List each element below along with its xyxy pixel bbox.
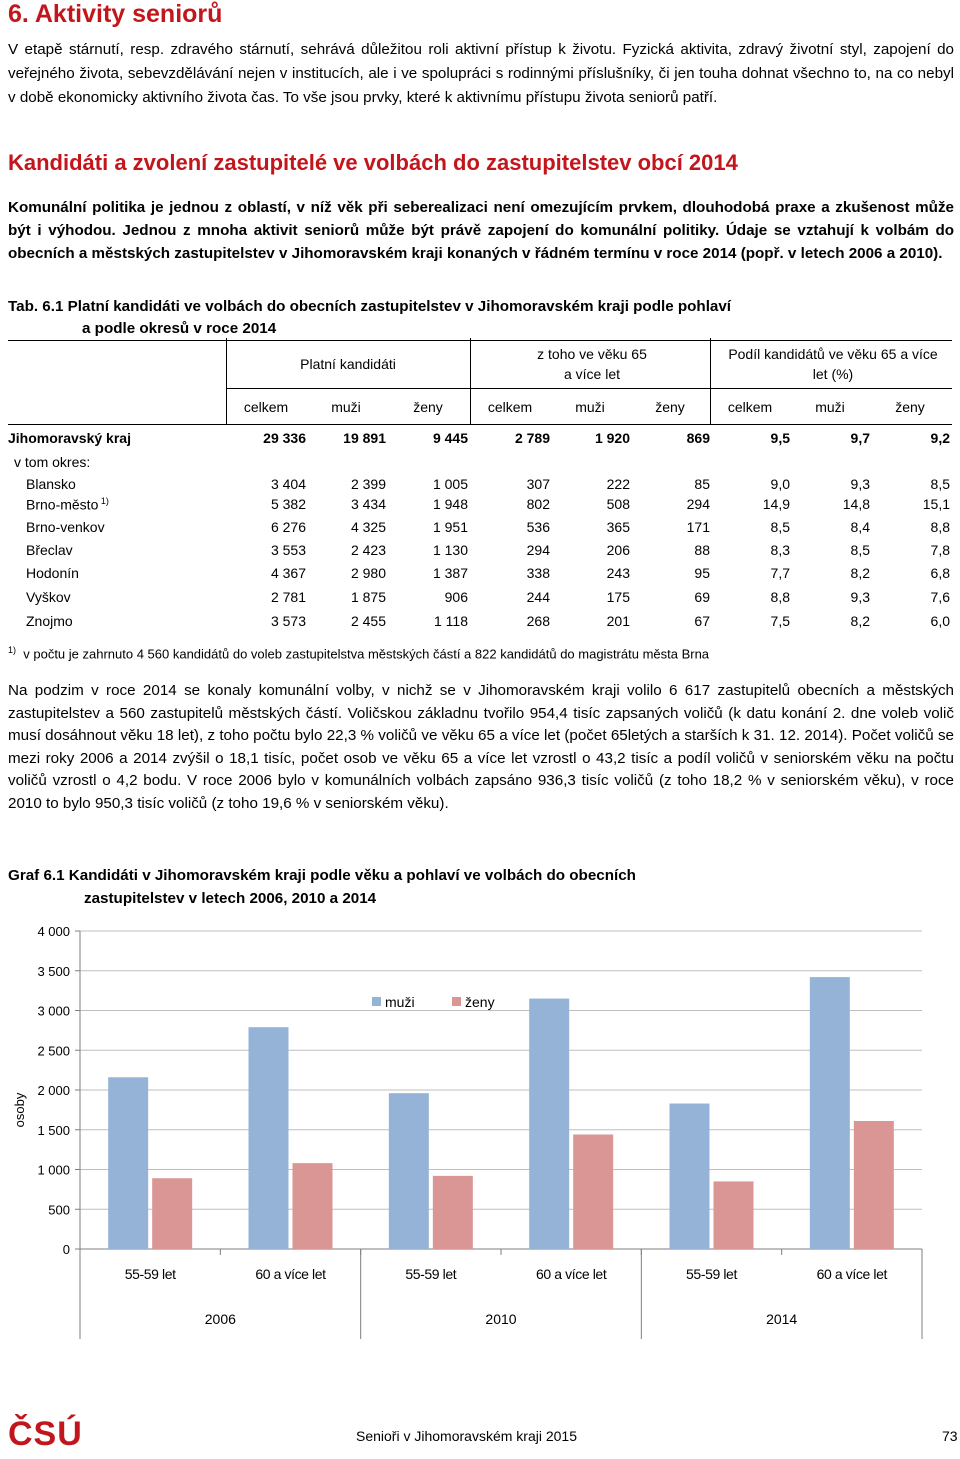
table-cell: 243: [606, 565, 630, 581]
table-footnote: [8, 645, 709, 661]
x-group-label: 2006: [204, 1311, 236, 1327]
table-head-rule: [8, 424, 952, 425]
column-header: celkem: [487, 399, 533, 415]
table-cell: 8,8: [770, 589, 790, 605]
table-cell: 9,0: [770, 476, 790, 492]
column-header: ženy: [655, 399, 685, 415]
bar-ženy: [573, 1135, 613, 1249]
y-tick-label: 2 000: [37, 1083, 70, 1098]
row-label: Znojmo: [26, 613, 73, 629]
legend-swatch: [372, 997, 381, 1006]
table-cell: 95: [694, 565, 710, 581]
intro-paragraph: V etapě stárnutí, resp. zdravého stárnutí, sehrává důležitou roli aktivní přístup k životu. Fyzická aktivita, zdravý životní styl, zapojení do veřejného života, sebevzdělávání nejen v institucích, ale i ve spolupráci s rodinnými příslušníky, či jen touha dohnat všechno to, na co nebyl v době ekonomicky aktivního života čas. To vše jsou prvky, které k aktivnímu přístupu života seniorů patří.: [8, 41, 954, 106]
table-cell: 4 367: [270, 565, 306, 581]
table-row: [8, 542, 952, 564]
table-cell: 1 948: [432, 496, 468, 512]
graph-caption: [8, 864, 636, 910]
table-caption-line2: a podle okresů v roce 2014: [82, 320, 277, 337]
table-cell: 1 118: [434, 613, 468, 629]
header-valid-candidates: Platní kandidáti: [300, 356, 396, 372]
table-cell: 1 005: [432, 476, 468, 492]
table-cell: 2 455: [350, 613, 386, 629]
y-tick-label: 500: [48, 1202, 70, 1218]
bar-muži: [108, 1077, 148, 1249]
table-top-rule: [8, 340, 952, 341]
bar-ženy: [433, 1176, 473, 1249]
table-cell: 69: [694, 589, 710, 605]
table-cell: 1 130: [432, 542, 468, 558]
table-cell: 9,2: [930, 430, 950, 446]
bar-ženy: [854, 1121, 894, 1249]
table-cell: 9,7: [850, 430, 870, 446]
x-category-label: 55-59 let: [405, 1266, 457, 1282]
column-header: celkem: [727, 399, 773, 415]
column-header: ženy: [895, 399, 925, 415]
table-cell: 3 553: [270, 542, 306, 558]
table-cell: 14,8: [842, 496, 870, 512]
column-header: ženy: [413, 399, 443, 415]
legend-label: ženy: [465, 994, 495, 1010]
table-caption-line1: Tab. 6.1 Platní kandidáti ve volbách do obecních zastupitelstev v Jihomoravském kraji podle pohlaví: [8, 298, 732, 315]
table-cell: 19 891: [343, 430, 386, 446]
row-label: Hodonín: [26, 565, 79, 581]
table-cell: 7,7: [770, 565, 790, 581]
table-cell: 8,5: [930, 476, 950, 492]
subheading-label: v tom okres:: [14, 454, 91, 470]
graph-caption-line2: zastupitelstev v letech 2006, 2010 a 2014: [84, 890, 377, 907]
table-cell: 15,1: [922, 496, 950, 512]
table-cell: 2 789: [514, 430, 550, 446]
table-cell: 338: [526, 565, 550, 581]
page-number: 73: [942, 1428, 958, 1444]
bar-muži: [810, 977, 850, 1249]
table-cell: 3 434: [350, 496, 386, 512]
x-category-label: 60 a více let: [816, 1266, 887, 1282]
table-cell: 9,3: [850, 589, 870, 605]
bar-ženy: [714, 1181, 754, 1249]
lead-paragraph: Komunální politika je jednou z oblastí, v níž věk při seberealizaci není omezujícím prvkem, dlouhodobá praxe a zkušenost může být i výhodou. Jednou z mnoha aktivit seniorů může být právě zapojení do komunální politiky. Údaje se vztahují k volbám do obecních a městských zastupitelstev v Jihomoravském kraji konaných v řádném termínu v roce 2014 (popř. v letech 2006 a 2010).: [8, 199, 954, 262]
table-cell: 508: [606, 496, 630, 512]
row-label: Brno-město $^{1)}$: [26, 496, 109, 513]
column-header: muži: [575, 399, 605, 415]
footnote-mark: 1): [8, 645, 17, 655]
table-cell: 29 336: [263, 430, 306, 446]
table-row: [8, 519, 952, 541]
table-cell: 171: [686, 519, 710, 535]
table-cell: 8,4: [850, 519, 870, 535]
row-footnote-mark: 1): [98, 496, 109, 506]
row-label: Blansko: [26, 476, 76, 492]
csu-logo: ČSÚ: [8, 1415, 83, 1453]
x-category-label: 60 a více let: [255, 1266, 326, 1282]
table-cell: 222: [606, 476, 630, 492]
table-row: [8, 496, 952, 518]
bar-ženy: [293, 1163, 333, 1249]
table-cell: 802: [526, 496, 550, 512]
x-group-label: 2010: [485, 1311, 517, 1327]
table-cell: 2 423: [350, 542, 386, 558]
x-category-label: 55-59 let: [124, 1266, 176, 1282]
bar-muži: [529, 999, 569, 1249]
bar-muži: [670, 1104, 710, 1249]
table-cell: 7,6: [930, 589, 950, 605]
row-label: Brno-venkov: [26, 519, 105, 535]
table-cell: 1 387: [432, 565, 468, 581]
legend-swatch: [452, 997, 461, 1006]
table-cell: 3 404: [270, 476, 306, 492]
table-cell: 7,8: [930, 542, 950, 558]
table-cell: 536: [526, 519, 550, 535]
table-cell: 268: [526, 613, 550, 629]
table-cell: 244: [526, 589, 550, 605]
column-header: muži: [815, 399, 845, 415]
table-caption: [8, 296, 954, 340]
table-row-region: [8, 430, 952, 452]
table-cell: 1 920: [594, 430, 630, 446]
footnote-text: v počtu je zahrnuto 4 560 kandidátů do voleb zastupitelstva městských částí a 822 kandidátů do magistrátu města Brna: [23, 646, 710, 662]
table-cell: 7,5: [770, 613, 790, 629]
table-cell: 9,5: [770, 430, 790, 446]
y-tick-label: 1 000: [37, 1162, 70, 1178]
y-tick-label: 1 500: [37, 1122, 70, 1138]
table-cell: 206: [606, 542, 630, 558]
table-row: [8, 613, 952, 635]
footer-title: Senioři v Jihomoravském kraji 2015: [356, 1428, 577, 1444]
bar-chart: [0, 910, 960, 1350]
y-tick-label: 3 000: [37, 1003, 70, 1019]
table-cell: 9 445: [432, 430, 468, 446]
table-row: [8, 476, 952, 498]
table-cell: 8,5: [770, 519, 790, 535]
table-row: [8, 565, 952, 587]
x-category-label: 55-59 let: [686, 1266, 737, 1282]
header-aged-65: z toho ve věku 65 a více let: [537, 346, 647, 382]
row-label: Jihomoravský kraj: [8, 430, 131, 446]
column-header: muži: [331, 399, 361, 415]
table-cell: 4 325: [350, 519, 386, 535]
table-cell: 1 875: [350, 589, 386, 605]
bar-ženy: [152, 1178, 192, 1249]
row-label: Vyškov: [26, 589, 71, 605]
table-cell: 14,9: [762, 496, 790, 512]
bar-muži: [249, 1027, 289, 1249]
chapter-heading: 6. Aktivity seniorů: [8, 0, 223, 28]
y-axis-label: osoby: [12, 1092, 27, 1128]
table-cell: 365: [606, 519, 630, 535]
table-cell: 3 573: [270, 613, 306, 629]
legend-label: muži: [385, 994, 415, 1010]
y-tick-label: 2 500: [37, 1043, 70, 1059]
subheading-row: [8, 454, 952, 476]
header-share-65: Podíl kandidátů ve věku 65 a více let (%): [728, 346, 938, 382]
table-cell: 8,8: [930, 519, 950, 535]
table-cell: 869: [686, 430, 710, 446]
table-row: [8, 589, 952, 611]
table-cell: 294: [526, 542, 550, 558]
graph-caption-line1: Graf 6.1 Kandidáti v Jihomoravském kraji podle věku a pohlaví ve volbách do obecních: [8, 867, 636, 884]
table-cell: 6 276: [270, 519, 306, 535]
column-header: celkem: [243, 399, 289, 415]
table-cell: 8,3: [770, 542, 790, 558]
table-cell: 2 399: [350, 476, 386, 492]
table-cell: 2 781: [270, 589, 306, 605]
body-paragraph: Na podzim v roce 2014 se konaly komunální volby, v nichž se v Jihomoravském kraji volilo 6 617 zastupitelů obecních a městských zastupitelstev a 560 zastupitelů městských částí. Voličskou základnu tvořilo 954,4 tisíc zapsaných voličů (k datu konání 2. dne voleb volič musí dosáhnout věku 18 let), z toho počtu bylo 22,3 % voličů ve věku 65 a více let (počet 65letých a starších k 31. 12. 2014). Počet voličů se mezi roky 2006 a 2014 zvýšil o 18,1 tisíc, počet osob ve věku 65 a více let vzrostl o 43,2 tisíc a podíl voličů v seniorském věku na počtu voličů vzrostl o 4,2 bodu. V roce 2006 bylo v komunálních volbách zapsáno 936,3 tisíc voličů (z toho 18,2 % v seniorském věku), v roce 2010 to bylo 950,3 tisíc voličů (z toho 19,6 % v seniorském věku).: [8, 682, 954, 812]
row-label: Břeclav: [26, 542, 73, 558]
x-category-label: 60 a více let: [536, 1266, 607, 1282]
table-cell: 85: [694, 476, 710, 492]
table-cell: 1 951: [432, 519, 468, 535]
table-cell: 6,8: [930, 565, 950, 581]
table-cell: 67: [694, 613, 710, 629]
table-cell: 8,2: [850, 565, 870, 581]
y-tick-label: 0: [62, 1242, 70, 1257]
y-tick-label: 4 000: [37, 924, 70, 939]
table-cell: 5 382: [270, 496, 306, 512]
table-cell: 294: [686, 496, 710, 512]
table-cell: 9,3: [850, 476, 870, 492]
section-title: Kandidáti a zvolení zastupitelé ve volbách do zastupitelstev obcí 2014: [8, 150, 738, 175]
table-cell: 88: [694, 542, 710, 558]
table-cell: 201: [606, 613, 630, 629]
y-tick-label: 3 500: [37, 963, 70, 979]
table-cell: 8,5: [850, 542, 870, 558]
table-cell: 8,2: [850, 613, 870, 629]
table-cell: 2 980: [350, 565, 386, 581]
table-cell: 6,0: [930, 613, 950, 629]
table-cell: 906: [444, 589, 468, 605]
table-mid-rule: [226, 388, 952, 389]
table-cell: 175: [606, 589, 630, 605]
bar-muži: [389, 1093, 429, 1249]
x-group-label: 2014: [766, 1311, 798, 1327]
table-cell: 307: [526, 476, 550, 492]
